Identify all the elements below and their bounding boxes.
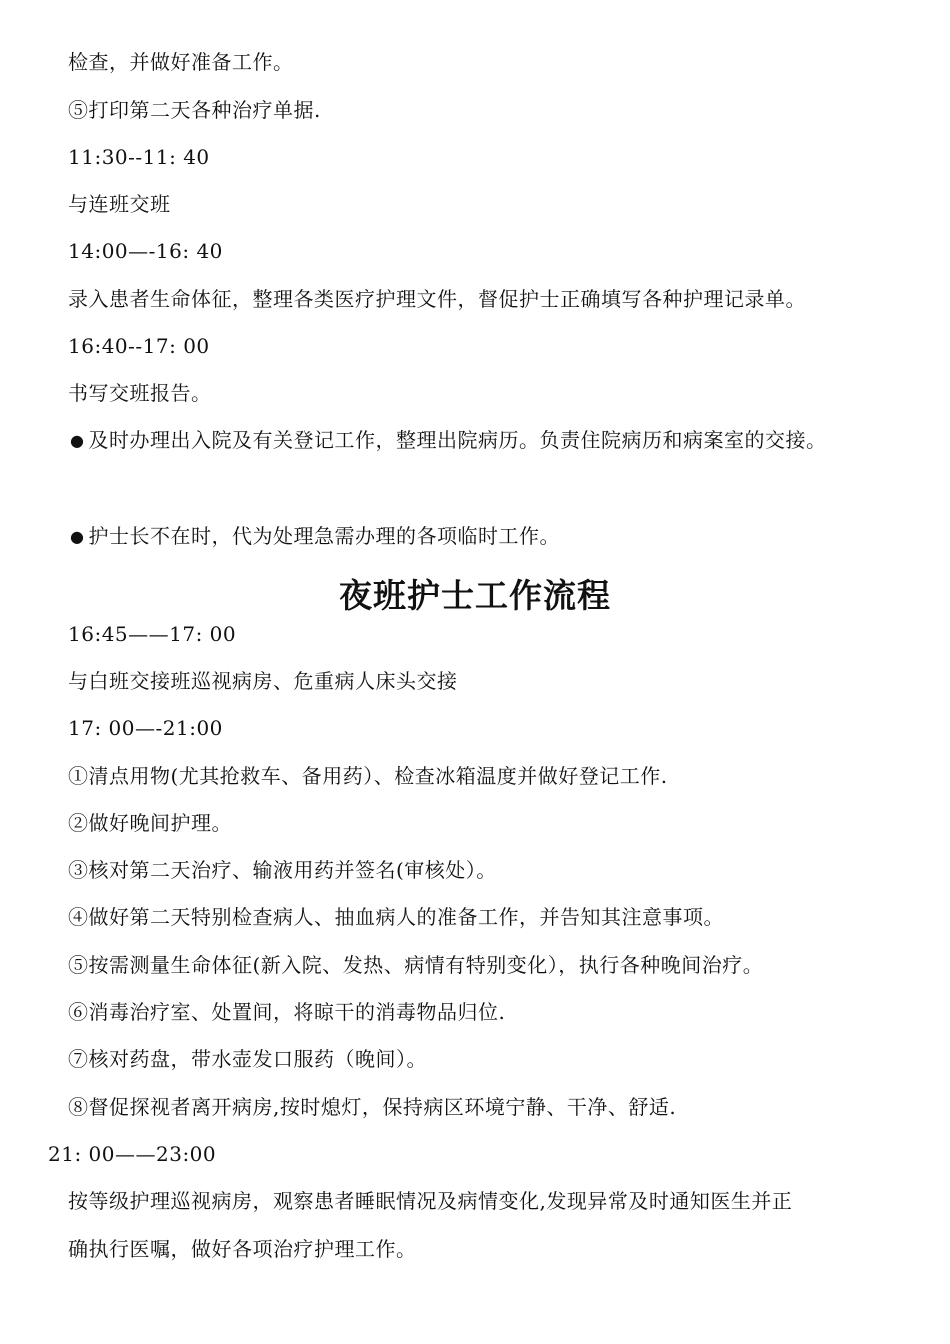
- time-range: 11:30--11: 40: [68, 145, 210, 169]
- bullet-item: [70, 427, 826, 454]
- text-line: ⑥消毒治疗室、处置间，将晾干的消毒物品归位.: [68, 1000, 506, 1024]
- bullet-item: [70, 523, 560, 550]
- text-line: ⑧督促探视者离开病房,按时熄灯，保持病区环境宁静、干净、舒适.: [68, 1095, 677, 1119]
- bullet-text: 及时办理出入院及有关登记工作，整理出院病历。负责住院病历和病案室的交接。: [88, 428, 827, 452]
- bullet-text: 护士长不在时，代为处理急需办理的各项临时工作。: [88, 524, 560, 548]
- text-line: 与连班交班: [68, 192, 171, 216]
- text-line: 检查，并做好准备工作。: [68, 50, 294, 74]
- text-line: ⑤按需测量生命体征(新入院、发热、病情有特别变化），执行各种晚间治疗。: [68, 953, 764, 977]
- text-line: 书写交班报告。: [68, 381, 212, 405]
- bullet-icon: ●: [70, 527, 85, 546]
- time-range: 14:00—-16: 40: [68, 239, 223, 263]
- text-line: ①清点用物(尤其抢救车、备用药）、检查冰箱温度并做好登记工作.: [68, 764, 668, 788]
- text-line: ④做好第二天特别检查病人、抽血病人的准备工作，并告知其注意事项。: [68, 905, 724, 929]
- time-range: 16:45——17: 00: [68, 622, 237, 646]
- text-line: ②做好晚间护理。: [68, 811, 232, 835]
- time-range: 21: 00——23:00: [48, 1142, 217, 1166]
- text-line: 确执行医嘱，做好各项治疗护理工作。: [68, 1237, 417, 1261]
- time-range: 16:40--17: 00: [68, 334, 210, 358]
- time-range: 17: 00—-21:00: [68, 716, 223, 740]
- text-line: 与白班交接班巡视病房、危重病人床头交接: [68, 669, 458, 693]
- text-line: ⑦核对药盘，带水壶发口服药（晚间）。: [68, 1047, 427, 1071]
- section-title: 夜班护士工作流程: [339, 576, 611, 615]
- text-line: ③核对第二天治疗、输液用药并签名(审核处）。: [68, 858, 497, 882]
- text-line: ⑤打印第二天各种治疗单据.: [68, 98, 321, 122]
- bullet-icon: ●: [70, 431, 85, 450]
- text-line: 按等级护理巡视病房，观察患者睡眠情况及病情变化,发现异常及时通知医生并正: [68, 1189, 793, 1213]
- text-line: 录入患者生命体征，整理各类医疗护理文件，督促护士正确填写各种护理记录单。: [68, 287, 806, 311]
